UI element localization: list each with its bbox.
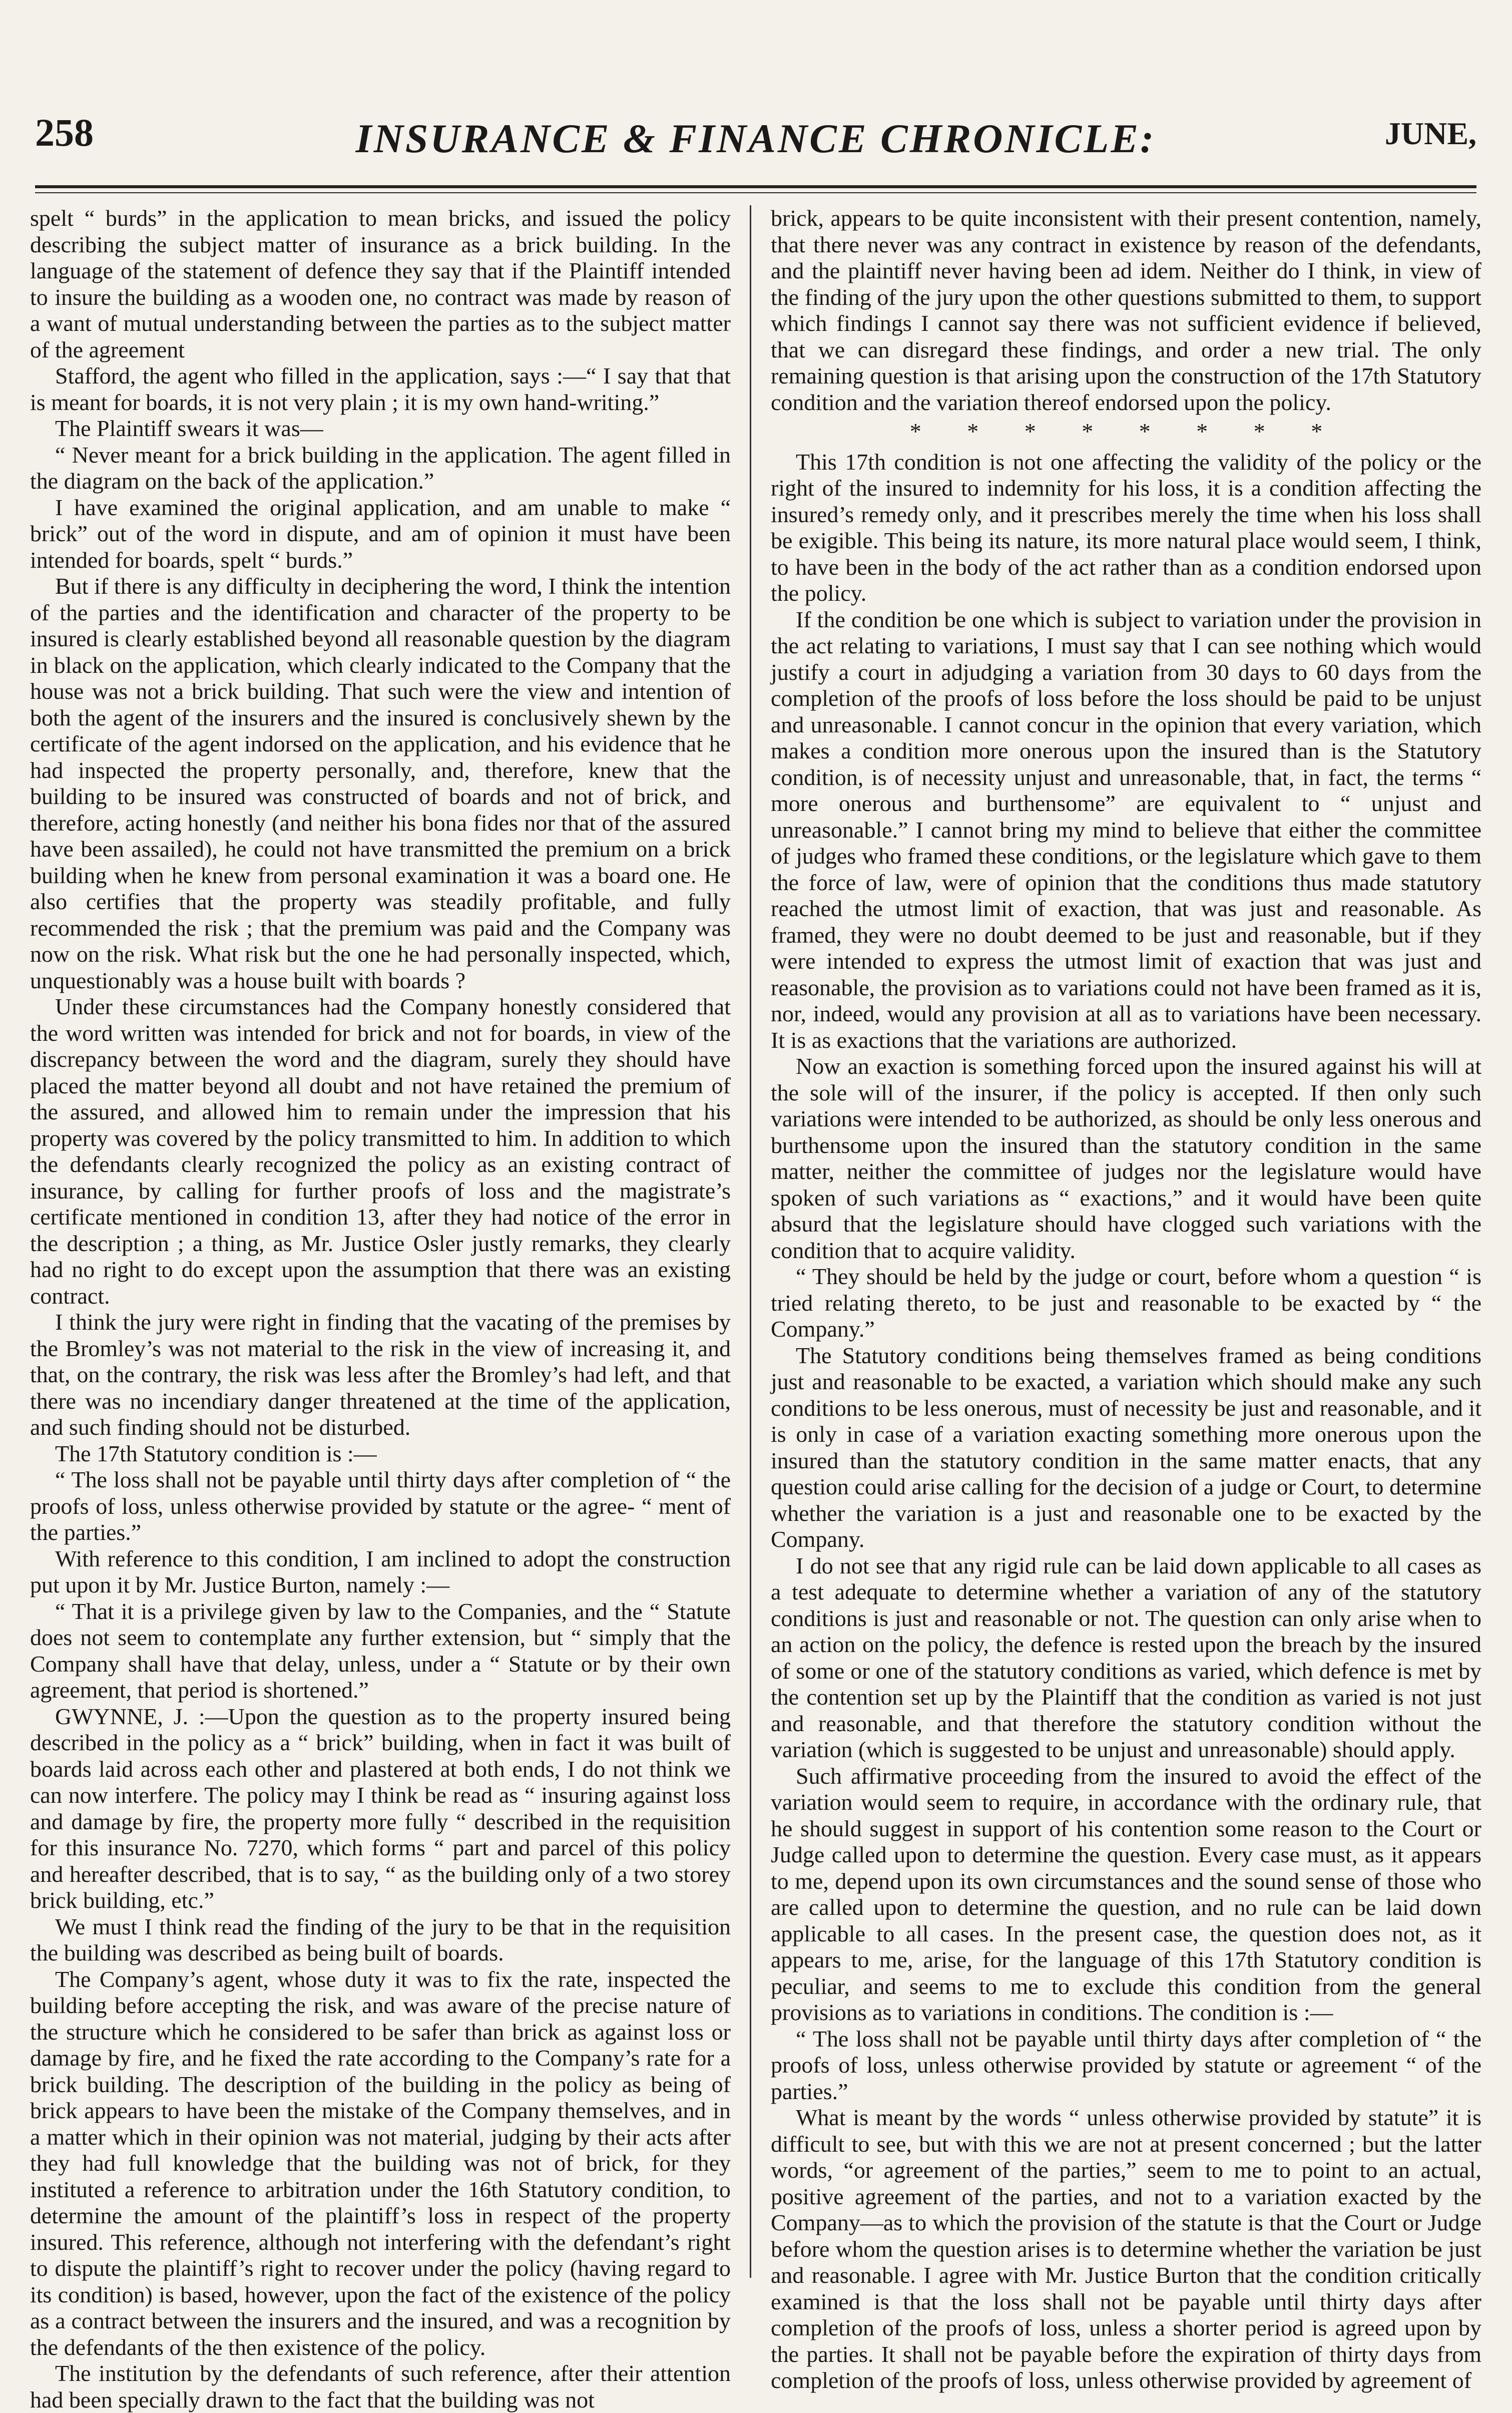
paragraph: “ The loss shall not be payable until thirty days after completion of “ the proofs of loss, unless otherwise provided by statute or the agree- “ ment of the parties.” <box>30 1467 731 1545</box>
page-number: 258 <box>35 111 94 154</box>
left-column <box>30 205 731 2412</box>
paragraph: If the condition be one which is subject to variation under the provision in the act relating to variations, I must say that I can see nothing which would justify a court in adjudging a variation from 30 days to 60 days from the completion of the proofs of loss before the loss should be paid to be unjust and unreasonable. I cannot concur in the opinion that every variation, which makes a condition more onerous upon the insured than is the Statutory condition, is of necessity unjust and unreasonable, that, in fact, the terms “ more onerous and burthensome” are equivalent to “ unjust and unreasonable.” I cannot bring my mind to believe that either the committee of judges who framed these conditions, or the legislature which gave to them the force of law, were of opinion that the conditions thus made statutory reached the utmost limit of exaction, that was just and reasonable. As framed, they were no doubt deemed to be just and reasonable, but if they were intended to express the utmost limit of exaction that was just and reasonable, the provision as to variations could not have been framed as it is, nor, indeed, would any provision at all as to variations have been necessary. It is as exactions that the variations are authorized. <box>771 606 1481 1053</box>
paragraph: I do not see that any rigid rule can be laid down applicable to all cases as a test adequate to determine whether a variation of any of the statutory conditions is just and reasonable or not. The question can only arise when to an action on the policy, the defence is rested upon the breach by the insured of some or one of the statutory conditions as varied, which defence is met by the contention set up by the Plaintiff that the condition as varied is not just and reasonable, and that therefore the statutory condition without the variation (which is suggested to be unjust and unreasonable) should apply. <box>771 1552 1481 1762</box>
paragraph: With reference to this condition, I am inclined to adopt the construction put upon it by Mr. Justice Burton, namely :— <box>30 1545 731 1597</box>
paragraph: “ The loss shall not be payable until thirty days after completion of “ the proofs of loss, unless otherwise provided by statute or agreement “ of the parties.” <box>771 2026 1481 2104</box>
paragraph: This 17th condition is not one affecting the validity of the policy or the right of the insured to indemnity for his loss, it is a condition affecting the insured’s remedy only, and it prescribes merely the time when his loss shall be exigible. This being its nature, its more natural place would seem, I think, to have been in the body of the act rather than as a condition endorsed upon the policy. <box>771 449 1481 606</box>
paragraph: I think the jury were right in finding that the vacating of the premises by the Bromley’s was not material to the risk in the view of increasing it, and that, on the contrary, the risk was less after the Bromley’s had left, and that there was no incendiary danger threatened at the time of the application, and such finding should not be disturbed. <box>30 1309 731 1440</box>
paragraph: Under these circumstances had the Company honestly considered that the word written was intended for brick and not for boards, in view of the discrepancy between the word and the diagram, surely they should have placed the matter beyond all doubt and not have retained the premium of the assured, and allowed him to remain under the impression that his property was covered by the policy transmitted to him. In addition to which the defendants clearly recognized the policy as an existing contract of insurance, by calling for further proofs of loss and the magistrate’s certificate mentioned in condition 13, after they had notice of the error in the description ; a thing, as Mr. Justice Osler justly remarks, they clearly had no right to do except upon the assumption that there was an existing contract. <box>30 994 731 1309</box>
paragraph: The 17th Statutory condition is :— <box>55 1440 377 1466</box>
column-divider <box>750 205 751 2278</box>
paragraph: spelt “ burds” in the application to mean bricks, and issued the policy describing the subject matter of insurance as a brick building. In the language of the statement of defence they say that if the Plaintiff intended to insure the building as a wooden one, no contract was made by reason of a want of mutual understanding between the parties as to the subject matter of the agreement <box>30 205 731 362</box>
page-header <box>35 100 1476 175</box>
paragraph: The Statutory conditions being themselves framed as being conditions just and reasonable to be exacted, a variation which should make any such conditions to be less onerous, must of necessity be just and reasonable, and it is only in case of a variation exacting something more onerous upon the insured than the statutory condition in the same matter enacts, that any question could arise calling for the decision of a judge or Court, to determine whether the variation is a just and reasonable one to be exacted by the Company. <box>771 1342 1481 1552</box>
paragraph: I have examined the original application, and am unable to make “ brick” out of the word in dispute, and am of opinion it must have been intended for boards, spelt “ burds.” <box>30 494 731 573</box>
paragraph: “ That it is a privilege given by law to the Companies, and the “ Statute does not seem to contemplate any further extension, but “ simply that the Company shall have that delay, unless, under a “ Statute or by their own agreement, that period is shortened.” <box>30 1598 731 1703</box>
header-rule-thin <box>35 192 1476 193</box>
paragraph: We must I think read the finding of the jury to be that in the requisition the building was described as being built of boards. <box>30 1913 731 1965</box>
paragraph: GWYNNE, J. :—Upon the question as to the property insured being described in the policy as a “ brick” building, when in fact it was built of boards laid across each other and plastered at both ends, I do not think we can now interfere. The policy may I think be read as “ insuring against loss and damage by fire, the property more fully “ described in the requisition for this insurance No. 7270, which forms “ part and parcel of this policy and hereafter described, that is to say, “ as the building only of a two storey brick building, etc.” <box>30 1703 731 1913</box>
paragraph: The institution by the defendants of such reference, after their attention had been specially drawn to the fact that the building was not <box>30 2360 731 2412</box>
section-break: * * * * * * * * <box>909 419 1343 444</box>
paragraph: brick, appears to be quite inconsistent with their present contention, namely, that there never was any contract in existence by reason of the defendants, and the plaintiff never having been ad idem. Neither do I think, in view of the finding of the jury upon the other questions submitted to them, to support which findings I cannot say there was not sufficient evidence if believed, that we can disregard these findings, and order a new trial. The only remaining question is that arising upon the construction of the 17th Statutory condition and the variation thereof endorsed upon the policy. <box>771 205 1481 415</box>
paragraph: Stafford, the agent who filled in the application, says :—“ I say that that is meant for boards, it is not very plain ; it is my own hand-writing.” <box>30 363 731 415</box>
paragraph: “ Never meant for a brick building in the application. The agent filled in the diagram on the back of the application.” <box>30 442 731 494</box>
header-rule <box>35 185 1476 188</box>
paragraph: “ They should be held by the judge or court, before whom a question “ is tried relating thereto, to be just and reasonable to be exacted by “ the Company.” <box>771 1264 1481 1342</box>
paragraph: The Plaintiff swears it was— <box>55 416 323 441</box>
header-date: JUNE, <box>1384 116 1476 151</box>
right-column <box>771 205 1481 2393</box>
paragraph: What is meant by the words “ unless otherwise provided by statute” it is difficult to see, but with this we are not at present concerned ; but the latter words, “or agreement of the parties,” seem to me to point to an actual, positive agreement of the parties, and not to a variation exacted by the Company—as to which the provision of the statute is that the Court or Judge before whom the question arises is to determine whether the variation be just and reasonable. I agree with Mr. Justice Burton that the condition critically examined is that the loss shall not be payable until thirty days after completion of the proofs of loss, unless a shorter period is agreed upon by the parties. It shall not be payable before the expiration of thirty days from completion of the proofs of loss, unless otherwise provided by agreement of <box>771 2105 1481 2393</box>
paragraph: The Company’s agent, whose duty it was to fix the rate, inspected the building before accepting the risk, and was aware of the precise nature of the structure which he considered to be safer than brick as against loss or damage by fire, and he fixed the rate according to the Company’s rate for a brick building. The description of the building in the policy as being of brick appears to have been the mistake of the Company themselves, and in a matter which in their opinion was not material, judging by their acts after they had full knowledge that the building was not of brick, for they instituted a reference to arbitration under the 16th Statutory condition, to determine the amount of the plaintiff’s loss in respect of the property insured. This reference, although not interfering with the defendant’s right to dispute the plaintiff’s right to recover under the policy (having regard to its condition) is based, however, upon the fact of the existence of the policy as a contract between the insurers and the insured, and was a recognition by the defendants of the then existence of the policy. <box>30 1966 731 2360</box>
running-title: INSURANCE & FINANCE CHRONICLE: <box>355 116 1156 161</box>
paragraph: But if there is any difficulty in deciphering the word, I think the intention of the parties and the identification and character of the property to be insured is clearly established beyond all reasonable question by the diagram in black on the application, which clearly indicated to the Company that the house was not a brick building. That such were the view and intention of both the agent of the insurers and the insured is conclusively shewn by the certificate of the agent indorsed on the application, and his evidence that he had inspected the property personally, and, therefore, knew that the building to be insured was constructed of boards and not of brick, and therefore, acting honestly (and neither his bona fides nor that of the assured have been assailed), he could not have transmitted the premium on a brick building when he knew from personal examination it was a board one. He also certifies that the property was steadily profitable, and fully recommended the risk ; that the premium was paid and the Company was now on the risk. What risk but the one he had personally inspected, which, unquestionably was a house built with boards ? <box>30 573 731 993</box>
paragraph: Now an exaction is something forced upon the insured against his will at the sole will of the insurer, if the policy is accepted. If then only such variations were intended to be authorized, as should be only less onerous and burthensome upon the insured than the statutory condition in the same matter, neither the committee of judges nor the legislature would have spoken of such variations as “ exactions,” and it would have been quite absurd that the legislature should have clogged such variations with the condition that to acquire validity. <box>771 1053 1481 1263</box>
paragraph: Such affirmative proceeding from the insured to avoid the effect of the variation would seem to require, in accordance with the ordinary rule, that he should suggest in support of his contention some reason to the Court or Judge called upon to determine the question. Every case must, as it appears to me, depend upon its own circumstances and the sound sense of those who are called upon to determine the question, and no rule can be laid down applicable to all cases. In the present case, the question does not, as it appears to me, arise, for the language of this 17th Statutory condition is peculiar, and seems to me to exclude this condition from the general provisions as to variations in conditions. The condition is :— <box>771 1763 1481 2025</box>
